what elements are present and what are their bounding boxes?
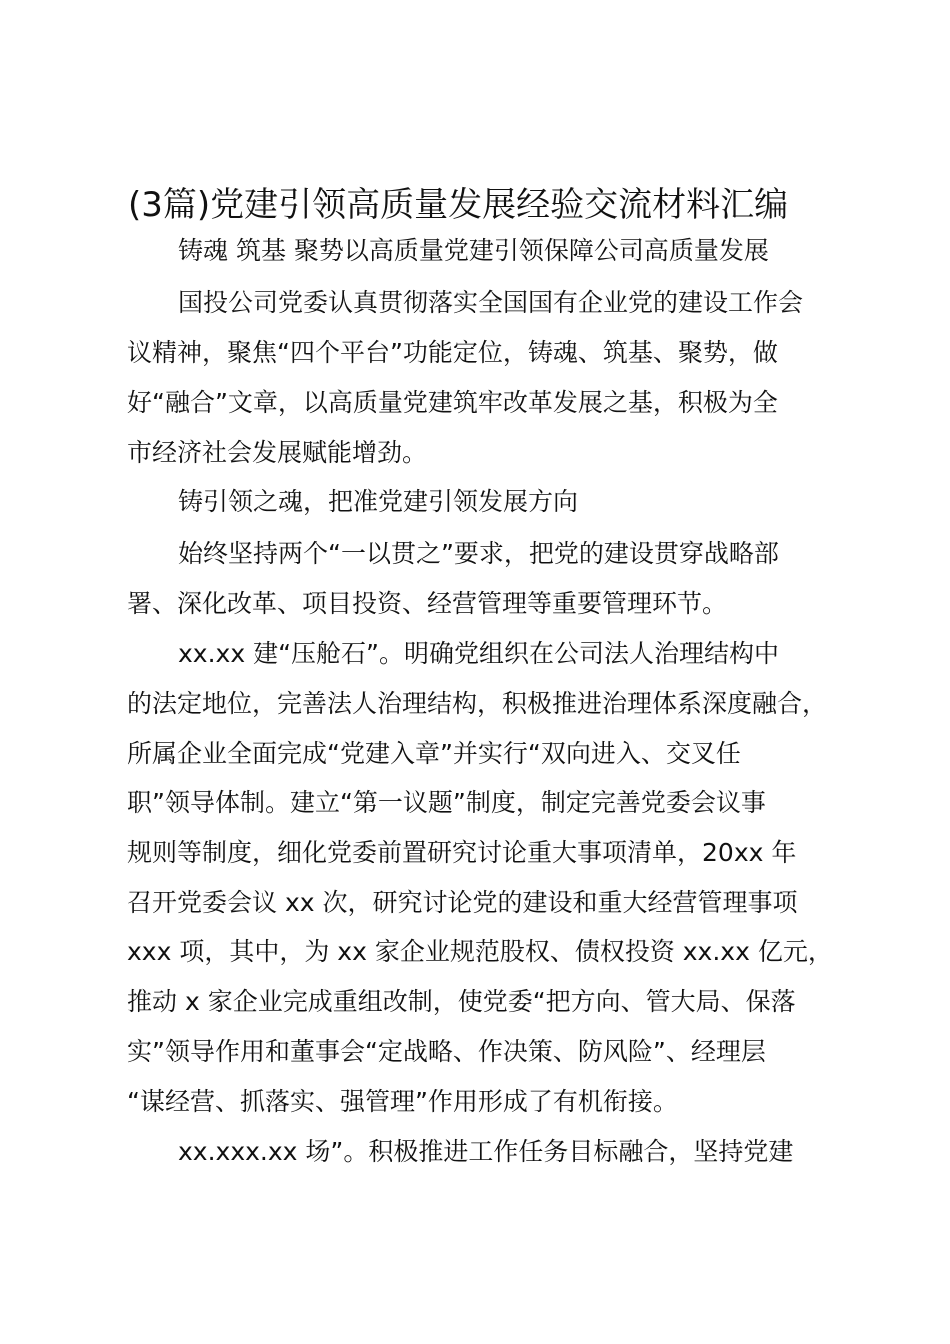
paragraph-line: 署、深化改革、项目投资、经营管理等重要管理环节。 (127, 589, 728, 618)
paragraph-line: 推动 x 家企业完成重组改制，使党委“把方向、管大局、保落 (127, 987, 796, 1016)
paragraph-line: 实”领导作用和董事会“定战略、作决策、防风险”、经理层 (127, 1037, 766, 1066)
paragraph-line: 召开党委会议 xx 次，研究讨论党的建设和重大经营管理事项 (127, 888, 798, 917)
subtitle-line: 铸魂 筑基 聚势以高质量党建引领保障公司高质量发展 (178, 236, 769, 265)
paragraph-line: 市经济社会发展赋能增劲。 (127, 438, 428, 467)
paragraph-line: xx.xxx.xx 场”。积极推进工作任务目标融合，坚持党建 (178, 1137, 794, 1166)
document-title: (3篇)党建引领高质量发展经验交流材料汇编 (128, 185, 789, 225)
paragraph-line: 的法定地位，完善法人治理结构，积极推进治理体系深度融合， (127, 689, 828, 718)
section-heading: 铸引领之魂，把准党建引领发展方向 (178, 487, 579, 516)
paragraph-line: 规则等制度，细化党委前置研究讨论重大事项清单，20xx 年 (127, 838, 797, 867)
paragraph-line: 议精神，聚焦“四个平台”功能定位，铸魂、筑基、聚势，做 (127, 338, 778, 367)
paragraph-line: 好“融合”文章，以高质量党建筑牢改革发展之基，积极为全 (127, 388, 778, 417)
paragraph-line: 国投公司党委认真贯彻落实全国国有企业党的建设工作会 (178, 288, 804, 317)
paragraph-line: 职”领导体制。建立“第一议题”制度，制定完善党委会议事 (127, 788, 766, 817)
paragraph-line: xxx 项，其中，为 xx 家企业规范股权、债权投资 xx.xx 亿元， (127, 937, 833, 966)
paragraph-line: xx.xx 建“压舱石”。明确党组织在公司法人治理结构中 (178, 639, 779, 668)
paragraph-line: 所属企业全面完成“党建入章”并实行“双向进入、交叉任 (127, 739, 741, 768)
paragraph-line: 始终坚持两个“一以贯之”要求，把党的建设贯穿战略部 (178, 539, 779, 568)
paragraph-line: “谋经营、抓落实、强管理”作用形成了有机衔接。 (127, 1087, 678, 1116)
